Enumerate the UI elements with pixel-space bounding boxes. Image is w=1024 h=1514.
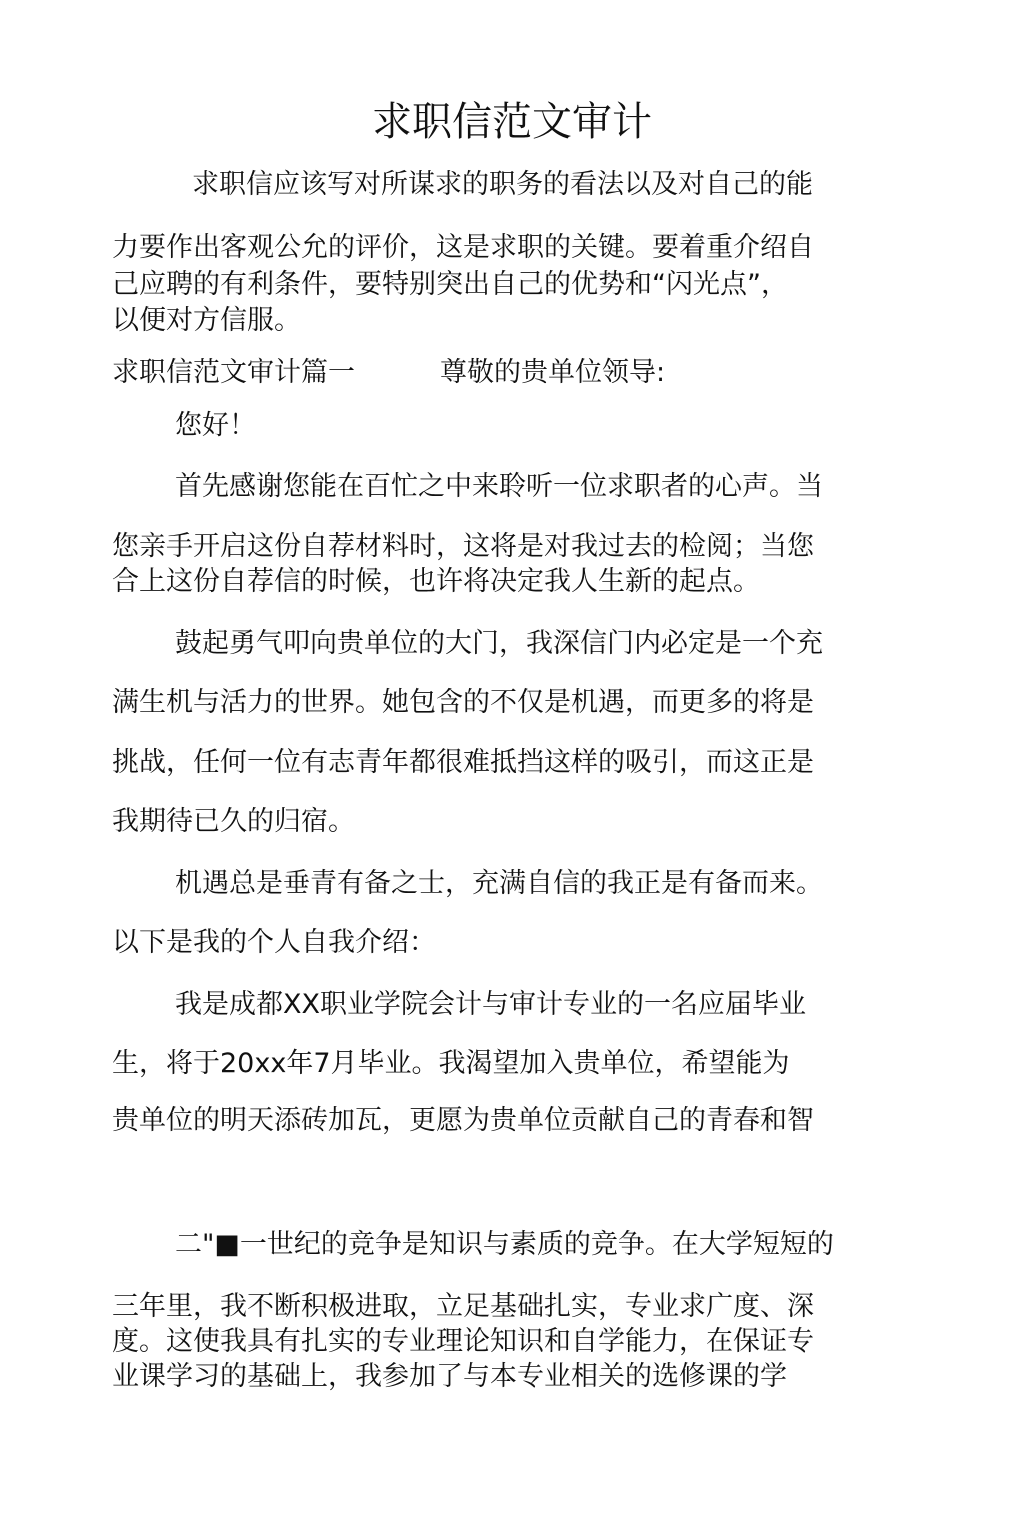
para4-line-2: 生，将于20xx年7月毕业。我渴望加入贵单位，希望能为 (112, 1048, 790, 1079)
para2-line-4: 我期待已久的归宿。 (112, 806, 355, 837)
page-title: 求职信范文审计 (372, 99, 652, 145)
para1-line-2: 您亲手开启这份自荐材料时，这将是对我过去的检阅；当您 (112, 531, 814, 562)
para2-line-2: 满生机与活力的世界。她包含的不仅是机遇，而更多的将是 (112, 687, 814, 718)
intro-line-2: 力要作出客观公允的评价，这是求职的关键。要着重介绍自 (112, 232, 814, 263)
para4-line-3: 贵单位的明天添砖加瓦，更愿为贵单位贡献自己的青春和智 (112, 1105, 814, 1136)
para3-line-1: 机遇总是垂青有备之士，充满自信的我正是有备而来。 (175, 868, 823, 899)
intro-line-1: 求职信应该写对所谋求的职务的看法以及对自己的能 (192, 169, 813, 200)
para5-line-3: 度。这使我具有扎实的专业理论知识和自学能力，在保证专 (112, 1326, 814, 1357)
intro-line-4: 以便对方信服。 (112, 305, 301, 336)
greeting: 您好！ (175, 410, 256, 441)
para1-line-1: 首先感谢您能在百忙之中来聆听一位求职者的心声。当 (175, 471, 823, 502)
para2-line-3: 挑战，任何一位有志青年都很难抵挡这样的吸引，而这正是 (112, 747, 814, 778)
intro-line-3: 己应聘的有利条件，要特别突出自己的优势和“闪光点”， (112, 269, 788, 300)
para5-line-1: 二"■一世纪的竞争是知识与素质的竞争。在大学短短的 (175, 1229, 834, 1260)
para5-line-4: 业课学习的基础上，我参加了与本专业相关的选修课的学 (112, 1361, 787, 1392)
section-heading: 求职信范文审计篇一 (112, 357, 355, 388)
para2-line-1: 鼓起勇气叩向贵单位的大门，我深信门内必定是一个充 (175, 628, 823, 659)
salutation: 尊敬的贵单位领导: (440, 357, 666, 388)
para1-line-3: 合上这份自荐信的时候，也许将决定我人生新的起点。 (112, 566, 760, 597)
para3-line-2: 以下是我的个人自我介绍： (112, 927, 436, 958)
para5-line-2: 三年里，我不断积极进取，立足基础扎实，专业求广度、深 (112, 1291, 814, 1322)
para4-line-1: 我是成都XX职业学院会计与审计专业的一名应届毕业 (175, 989, 806, 1020)
